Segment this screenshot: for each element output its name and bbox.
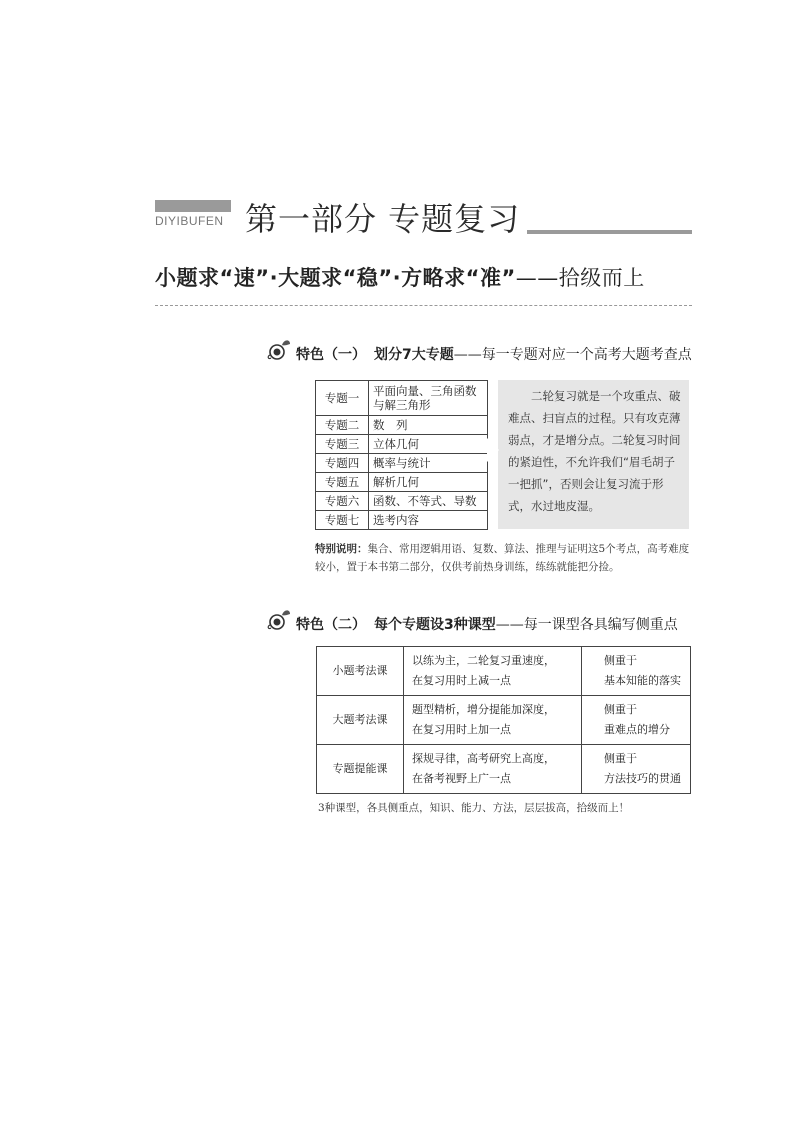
header-en-label: DIYIBUFEN xyxy=(155,214,224,228)
table-row xyxy=(317,696,691,745)
course-focus-line1: 侧重于 xyxy=(604,703,637,716)
note-label: 特别说明： xyxy=(315,543,368,555)
topic-id: 专题二 xyxy=(316,416,369,435)
topic-name: 立体几何 xyxy=(369,435,488,454)
feature1-rest: ——每一专题对应一个高考大题考查点 xyxy=(453,347,692,363)
feature2-label: 特色（二） xyxy=(296,617,366,633)
topic-name: 平面向量、三角函数与解三角形 xyxy=(369,381,488,416)
course-types-table xyxy=(316,646,691,794)
table-row xyxy=(316,473,488,492)
course-focus xyxy=(582,696,691,745)
feature1-label: 特色（一） xyxy=(296,347,366,363)
course-name: 专题提能课 xyxy=(317,745,404,794)
topic-name: 数 列 xyxy=(369,416,488,435)
header-accent-bar xyxy=(155,200,231,212)
course-desc xyxy=(404,647,582,696)
course-name: 小题考法课 xyxy=(317,647,404,696)
table-row xyxy=(317,647,691,696)
page-title: 第一部分 专题复习 xyxy=(245,200,521,238)
course-desc-line1: 题型精析，增分提能加深度， xyxy=(412,703,555,716)
course-focus-line2: 方法技巧的贯通 xyxy=(604,772,681,785)
flower-icon xyxy=(266,336,292,362)
course-focus xyxy=(582,647,691,696)
feature1-heading xyxy=(296,344,692,364)
topic-name: 概率与统计 xyxy=(369,454,488,473)
topic-name: 选考内容 xyxy=(369,511,488,530)
course-desc-line1: 以练为主，二轮复习重速度， xyxy=(412,654,555,667)
course-focus-line1: 侧重于 xyxy=(604,752,637,765)
table-row xyxy=(316,435,488,454)
topic-id: 专题六 xyxy=(316,492,369,511)
course-desc-line1: 探规寻律，高考研究上高度， xyxy=(412,752,555,765)
topic-id: 专题四 xyxy=(316,454,369,473)
table-row xyxy=(316,454,488,473)
header-underline xyxy=(527,230,692,234)
course-name: 大题考法课 xyxy=(317,696,404,745)
topic-id: 专题三 xyxy=(316,435,369,454)
course-desc xyxy=(404,696,582,745)
quote-text: 二轮复习就是一个攻重点、破难点、扫盲点的过程。只有攻克薄弱点，才是增分点。二轮复习时间的紧迫性，不允许我们“眉毛胡子一把抓”，否则会让复习流于形式，水过地皮湿。 xyxy=(508,389,681,513)
subtitle-bold: 小题求“速”·大题求“稳”·方略求“准” xyxy=(155,266,516,290)
quote-arrow xyxy=(487,438,499,462)
topics-table xyxy=(315,380,488,530)
flower-icon xyxy=(266,606,292,632)
topic-id: 专题一 xyxy=(316,381,369,416)
feature1-bold: 划分7大专题 xyxy=(374,347,454,363)
feature2-bold: 每个专题设3种课型 xyxy=(374,617,496,633)
table-row xyxy=(317,745,691,794)
topic-id: 专题七 xyxy=(316,511,369,530)
dashed-divider xyxy=(155,305,692,306)
subtitle-light: ——拾级而上 xyxy=(515,266,645,290)
table-row xyxy=(316,511,488,530)
course-desc-line2: 在复习用时上加一点 xyxy=(412,723,511,736)
course-desc-line2: 在备考视野上广一点 xyxy=(412,772,511,785)
topic-name: 解析几何 xyxy=(369,473,488,492)
topic-name: 函数、不等式、导数 xyxy=(369,492,488,511)
topic-id: 专题五 xyxy=(316,473,369,492)
table-row xyxy=(316,381,488,416)
course-focus-line2: 基本知能的落实 xyxy=(604,674,681,687)
feature2-rest: ——每一课型各具编写侧重点 xyxy=(495,617,678,633)
table-row xyxy=(316,416,488,435)
special-note xyxy=(315,540,693,576)
course-focus-line1: 侧重于 xyxy=(604,654,637,667)
feature2-heading xyxy=(296,614,678,634)
course-desc xyxy=(404,745,582,794)
course-focus-line2: 重难点的增分 xyxy=(604,723,670,736)
note-text: 集合、常用逻辑用语、复数、算法、推理与证明这5个考点，高考难度较小，置于本书第二部分，仅供考前热身训练，练练就能把分捡。 xyxy=(315,543,690,573)
course-desc-line2: 在复习用时上减一点 xyxy=(412,674,511,687)
table-row xyxy=(316,492,488,511)
page-subtitle xyxy=(155,262,645,292)
closing-line: 3种课型，各具侧重点，知识、能力、方法，层层拔高，拾级而上！ xyxy=(318,802,630,814)
course-focus xyxy=(582,745,691,794)
